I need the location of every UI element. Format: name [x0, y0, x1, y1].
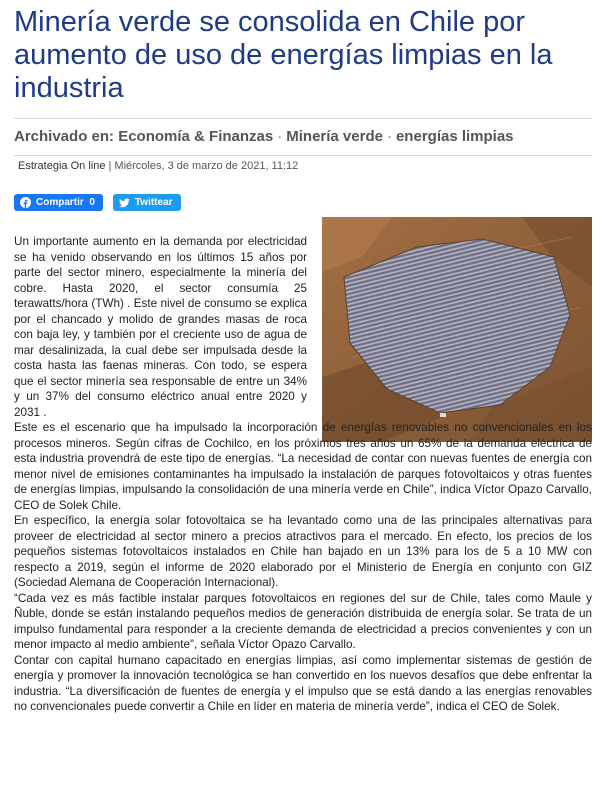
- facebook-share-button[interactable]: [14, 194, 103, 211]
- categories-bar: [14, 118, 592, 156]
- category-link-mineria-verde[interactable]: Minería verde: [286, 128, 383, 145]
- article-paragraph: Este es el escenario que ha impulsado la incorporación de energías renovables no convencionales en los procesos mineros. Según cifras de Cochilco, en los próximos tres años un 65% de la demanda eléctrica de esta industria provendrá de este tipo de energías. “La necesidad de contar con nuevas fuentes de energía con menor nivel de emisiones contaminantes ha impulsado la instalación de parques fotovoltaicos y otras fuentes de energías limpias, impulsando la consolidación de una minería verde en Chile”, indica Víctor Opazo Carvallo, CEO de Solek Chile.: [14, 421, 592, 512]
- facebook-share-label: Compartir: [36, 197, 84, 208]
- article-paragraph: Un importante aumento en la demanda por electricidad se ha venido observando en los últimos 15 años por parte del sector minero, especialmente la minería del cobre. Hasta 2020, el sector consumía 25 terawatts/hora (TWh) . Este nivel de consumo se explica por el chancado y molido de grandes masas de roca con baja ley, y también por el creciente uso de agua de mar desalinizada, la cual debe ser impulsada desde la costa hasta las faenas mineras. Con todo, se espera que el sector minería sea responsable de entre un 34% y un 37% del consumo eléctrico anual entre 2020 y 2031 .: [14, 235, 307, 419]
- category-link-economia[interactable]: Economía & Finanzas: [118, 128, 274, 145]
- category-separator: ·: [277, 128, 283, 145]
- article-body: [14, 234, 592, 715]
- twitter-share-label: Twittear: [134, 197, 173, 208]
- article-paragraph: En específico, la energía solar fotovoltaica se ha levantado como una de las principales alternativas para proveer de electricidad al sector minero a precios atractivos para el mercado. En efecto, los precios de los pequeños sistemas fotovoltaicos instalados en Chile han bajado en un 13% para los de 5 a 10 MW con respecto a 2019, según el informe de 2020 elaborado por el Ministerio de Energía en conjunto con GIZ (Sociedad Alemana de Cooperación Internacional).: [14, 514, 592, 589]
- publish-date: | Miércoles, 3 de marzo de 2021, 11:12: [108, 160, 299, 172]
- share-buttons: [14, 194, 181, 211]
- twitter-share-button[interactable]: [113, 194, 181, 211]
- category-link-energias-limpias[interactable]: energías limpias: [395, 128, 514, 145]
- source: Estrategia On line: [18, 160, 106, 172]
- category-separator: ·: [386, 128, 392, 145]
- article-title: Minería verde se consolida en Chile por aumento de uso de energías limpias en la industria: [14, 6, 553, 104]
- article-paragraph: Contar con capital humano capacitado en energías limpias, así como implementar sistemas de gestión de energía y promover la innovación tecnológica se han convertido en los nuevos desafíos que debe enfrentar la industria. “La diversificación de fuentes de energía y el impulso que se está dando a las energías renovables no convencionales puede convertir a Chile en líder en materia de minería verde”, indica el CEO de Solek.: [14, 653, 592, 713]
- facebook-share-count: 0: [89, 197, 95, 208]
- facebook-icon: [20, 197, 31, 208]
- filed-label: Archivado en:: [14, 128, 115, 145]
- twitter-bird-icon: [119, 197, 130, 208]
- byline: [18, 159, 298, 173]
- article-paragraph: “Cada vez es más factible instalar parques fotovoltaicos en regiones del sur de Chile, tales como Maule y Ñuble, donde se están instalando pequeños medios de generación distribuida de energía solar. Se trata de un impulso fundamental para responder a la creciente demanda de electricidad a precios convenientes y con un menor impacto al medio ambiente”, señala Víctor Opazo Carvallo.: [14, 591, 592, 651]
